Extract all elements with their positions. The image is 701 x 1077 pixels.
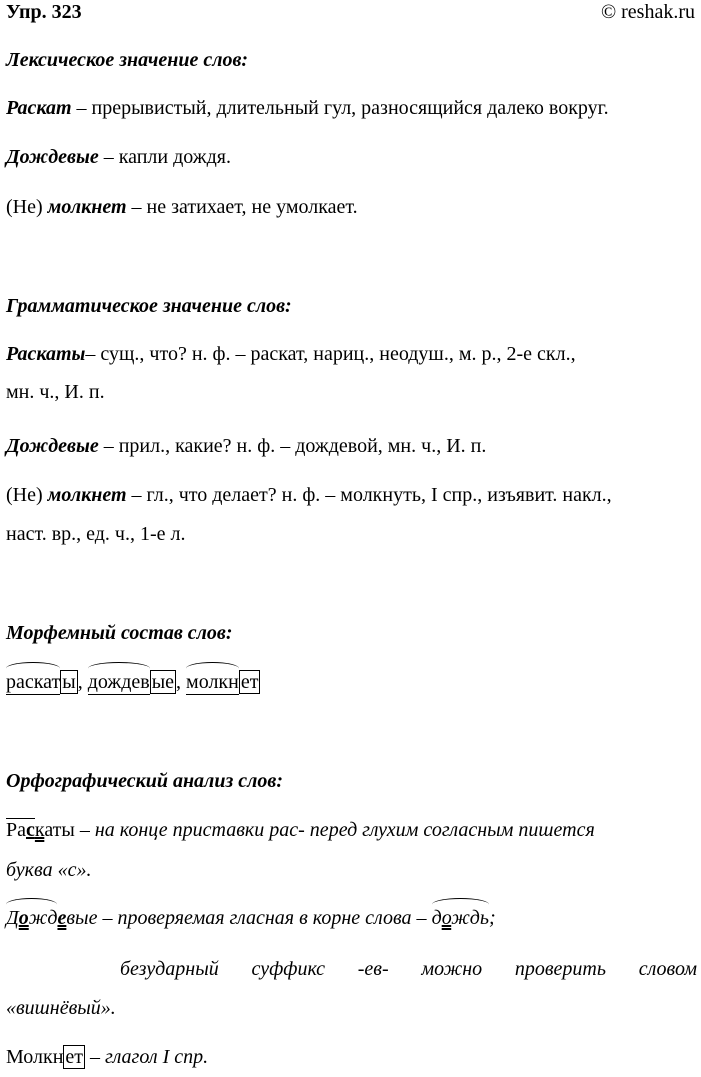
ending: ет xyxy=(240,671,259,693)
word: суффикс xyxy=(251,958,325,980)
grammatical-item-cont: наст. вр., ед. ч., 1-е л. xyxy=(6,523,186,545)
word: безударный xyxy=(120,958,219,980)
word: Дождевые xyxy=(6,146,99,168)
grammatical-item xyxy=(6,342,576,366)
word: проверить xyxy=(514,958,606,980)
ending: ы xyxy=(62,671,76,693)
ortho-item-cont: буква «с». xyxy=(6,859,92,881)
prefix: (Не) xyxy=(6,196,48,218)
stem-root: молкн xyxy=(186,671,239,693)
ortho-item: Дождевые – проверяемая гласная в корне слова – дождь; xyxy=(6,907,496,929)
word-part: аты xyxy=(44,819,75,841)
morphemic-analysis xyxy=(6,670,260,695)
word: можно xyxy=(421,958,483,980)
separator: , xyxy=(77,671,88,693)
word: -ев- xyxy=(357,958,389,980)
description: – прил., какие? н. ф. – дождевой, мн. ч., И. п. xyxy=(98,435,487,457)
check-word: дождь xyxy=(431,907,490,929)
word: Раскаты xyxy=(6,343,86,365)
ortho-item xyxy=(6,818,595,842)
grammatical-item xyxy=(6,434,486,458)
ortho-item-cont xyxy=(6,957,697,981)
grammatical-item-cont: мн. ч., И. п. xyxy=(6,381,105,403)
site-credit: © reshak.ru xyxy=(600,1,695,23)
word: словом xyxy=(638,958,697,980)
ending: ет xyxy=(65,1046,84,1068)
morphemic-heading: Морфемный состав слов: xyxy=(6,622,233,644)
word: молкнет xyxy=(47,484,127,506)
word: Дождевые xyxy=(6,435,99,457)
ending: ые xyxy=(151,671,175,693)
prefix: (Не) xyxy=(6,484,48,506)
lexical-item xyxy=(6,145,231,169)
word-part: Молкн xyxy=(6,1046,64,1068)
grammatical-heading: Грамматическое значение слов: xyxy=(6,295,292,317)
root: Дожд xyxy=(6,907,58,929)
spelling-letter: с xyxy=(26,819,35,841)
definition: – не затихает, не умолкает. xyxy=(126,196,358,218)
description: – гл., что делает? н. ф. – молкнуть, I спр., изъявит. накл., xyxy=(126,484,612,506)
grammatical-item xyxy=(6,483,612,507)
ortho-item xyxy=(6,1045,208,1069)
stem-root: дождев xyxy=(87,671,150,693)
explanation: – проверяемая гласная в корне слова – xyxy=(97,907,432,929)
separator: , xyxy=(176,671,187,693)
orthographic-heading: Орфографический анализ слов: xyxy=(6,770,283,792)
word: молкнет xyxy=(47,196,127,218)
lexical-item xyxy=(6,96,609,120)
definition: – прерывистый, длительный гул, разносящийся далеко вокруг. xyxy=(71,97,609,119)
stem-root: раскат xyxy=(6,671,61,693)
explanation: – на конце приставки рас- перед глухим согласным пишется xyxy=(74,819,595,841)
description: – сущ., что? н. ф. – раскат, нариц., неодуш., м. р., 2-е скл., xyxy=(85,343,576,365)
exercise-number: Упр. 323 xyxy=(6,1,82,23)
lexical-item xyxy=(6,195,358,219)
lexical-heading: Лексическое значение слов: xyxy=(6,49,249,71)
word-part: вые xyxy=(66,907,98,929)
explanation: – глагол I спр. xyxy=(85,1046,209,1068)
word: Раскат xyxy=(6,97,72,119)
word-part: Ра xyxy=(6,819,26,841)
word-part: к xyxy=(34,819,45,841)
definition: – капли дождя. xyxy=(98,146,231,168)
spelling-letter: е xyxy=(57,907,67,929)
ortho-item-cont: «вишнёвый». xyxy=(6,997,116,1019)
